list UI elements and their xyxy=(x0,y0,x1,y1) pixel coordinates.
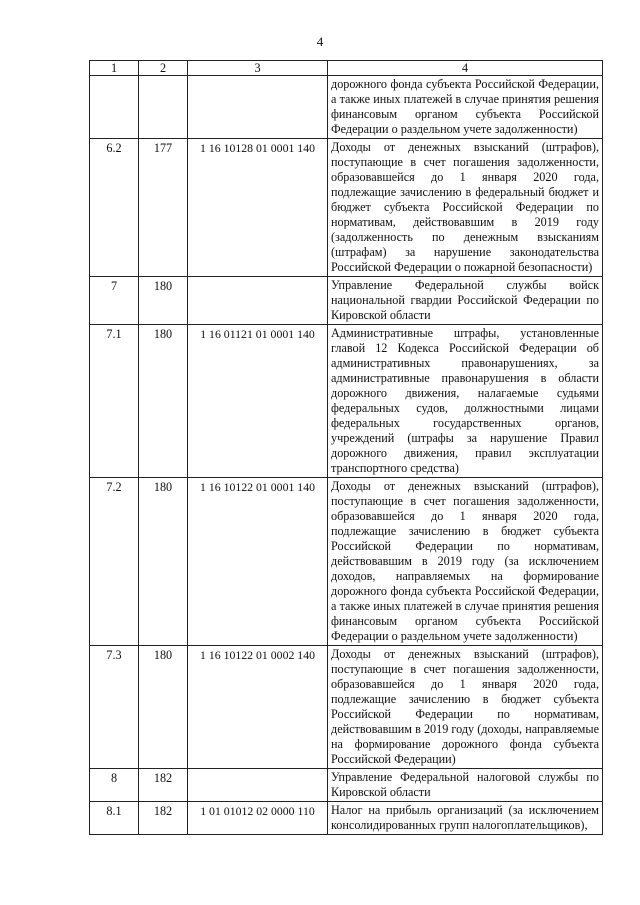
row-number-cell: 6.2 xyxy=(90,139,139,277)
table-row xyxy=(90,277,603,325)
page-number: 4 xyxy=(316,34,324,49)
budget-classification-code-cell: 1 01 01012 02 0000 110 xyxy=(188,802,328,835)
table-row xyxy=(90,646,603,769)
budget-classification-code-cell xyxy=(188,277,328,325)
budget-classification-code-cell: 1 16 10122 01 0002 140 xyxy=(188,646,328,769)
revenue-description-cell: Доходы от денежных взысканий (штрафов), поступающие в счет погашения задолженности, образовавшейся до 1 января 2020 года, подлежащие зачислению в федеральный бюджет и бюджет субъекта Российской Федерации по нормативам, действовавшим в 2019 году (задолженность по денежным взысканиям (штрафам) за нарушение законодательства Российской Федерации о пожарной безопасности) xyxy=(328,139,603,277)
administrator-code-cell: 180 xyxy=(139,478,188,646)
administrator-code-cell: 177 xyxy=(139,139,188,277)
revenue-description-cell: Доходы от денежных взысканий (штрафов), поступающие в счет погашения задолженности, образовавшейся до 1 января 2020 года, подлежащие зачислению в бюджет субъекта Российской Федерации по нормативам, действовавшим в 2019 году (доходы, направляемые на формирование дорожного фонда субъекта Российской Федерации) xyxy=(328,646,603,769)
row-number-cell: 7.1 xyxy=(90,325,139,478)
budget-classification-code-cell: 1 16 10128 01 0001 140 xyxy=(188,139,328,277)
administrator-code-cell: 180 xyxy=(139,646,188,769)
table-row xyxy=(90,139,603,277)
column-header-1: 1 xyxy=(90,61,139,76)
table-row xyxy=(90,478,603,646)
row-number-cell: 8.1 xyxy=(90,802,139,835)
table-row xyxy=(90,76,603,139)
table-row xyxy=(90,769,603,802)
administrator-code-cell: 180 xyxy=(139,277,188,325)
revenue-description-cell: Управление Федеральной налоговой службы по Кировской области xyxy=(328,769,603,802)
column-header-4: 4 xyxy=(328,61,603,76)
row-number-cell: 7.3 xyxy=(90,646,139,769)
revenue-description-cell: Доходы от денежных взысканий (штрафов), поступающие в счет погашения задолженности, образовавшейся до 1 января 2020 года, подлежащие зачислению в бюджет субъекта Российской Федерации по нормативам, действовавшим в 2019 году (за исключением доходов, направляемых на формирование дорожного фонда субъекта Российской Федерации, а также иных платежей в случае принятия решения финансовым органом субъекта Российской Федерации о раздельном учете задолженности) xyxy=(328,478,603,646)
column-header-3: 3 xyxy=(188,61,328,76)
column-header-2: 2 xyxy=(139,61,188,76)
administrator-code-cell: 180 xyxy=(139,325,188,478)
budget-classification-code-cell: 1 16 10122 01 0001 140 xyxy=(188,478,328,646)
row-number-cell: 7.2 xyxy=(90,478,139,646)
administrator-code-cell: 182 xyxy=(139,802,188,835)
revenue-description-cell: Налог на прибыль организаций (за исключением консолидированных групп налогоплательщиков), xyxy=(328,802,603,835)
budget-classification-code-cell xyxy=(188,769,328,802)
revenue-description-cell: дорожного фонда субъекта Российской Федерации, а также иных платежей в случае принятия решения финансовым органом субъекта Российской Федерации о раздельном учете задолженности) xyxy=(328,76,603,139)
table-header-row xyxy=(90,61,603,76)
administrator-code-cell: 182 xyxy=(139,769,188,802)
row-number-cell: 7 xyxy=(90,277,139,325)
table-row xyxy=(90,802,603,835)
budget-classification-code-cell xyxy=(188,76,328,139)
revenue-description-cell: Административные штрафы, установленные главой 12 Кодекса Российской Федерации об административных правонарушениях, за административные правонарушения в области дорожного движения, налагаемые судьями федеральных судов, должностными лицами федеральных государственных органов, учреждений (штрафы за нарушение Правил дорожного движения, правил эксплуатации транспортного средства) xyxy=(328,325,603,478)
revenue-description-cell: Управление Федеральной службы войск национальной гвардии Российской Федерации по Кировской области xyxy=(328,277,603,325)
row-number-cell xyxy=(90,76,139,139)
table-row xyxy=(90,325,603,478)
budget-classification-code-cell: 1 16 01121 01 0001 140 xyxy=(188,325,328,478)
revenue-codes-table xyxy=(89,60,603,835)
administrator-code-cell xyxy=(139,76,188,139)
row-number-cell: 8 xyxy=(90,769,139,802)
